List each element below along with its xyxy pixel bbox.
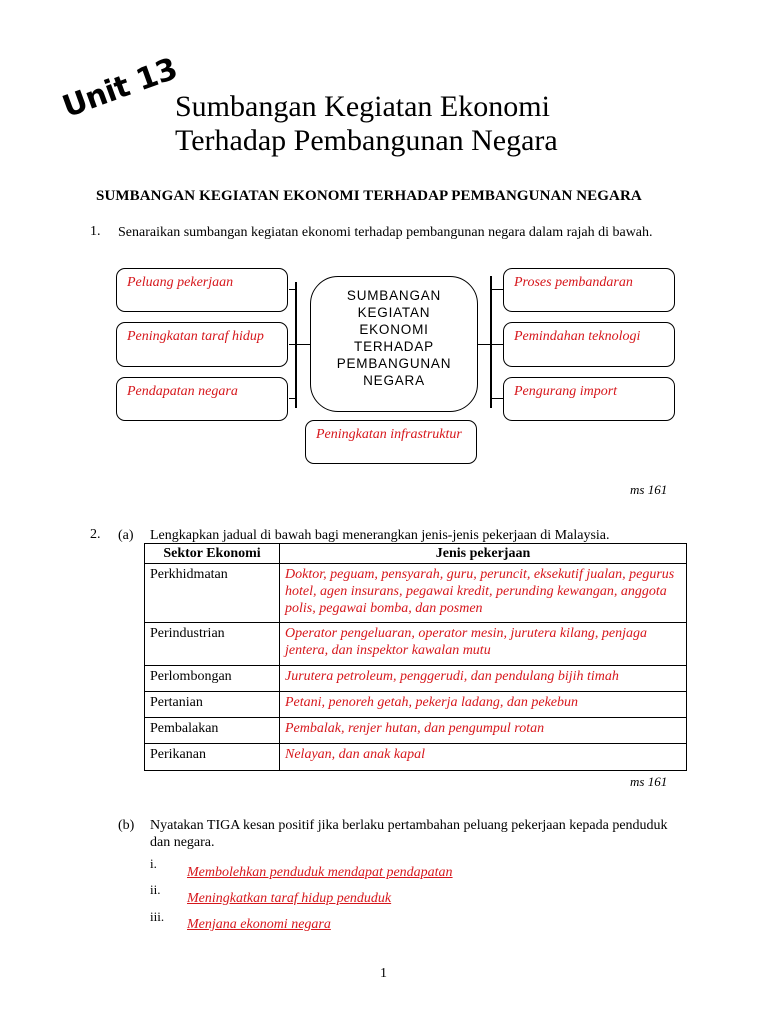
answer-number: i. [150,856,157,871]
page-title-line1: Sumbangan Kegiatan Ekonomi [175,90,550,123]
q2a-label: (a) [118,528,134,543]
connector-arrow [492,344,503,345]
answer-item: Membolehkan penduduk mendapat pendapatan [187,865,453,880]
sector-cell: Perindustrian [145,623,280,666]
table-row [145,744,687,771]
diagram-center-box [310,276,478,412]
q2b-text: Nyatakan TIGA kesan positif jika berlaku pertambahan peluang pekerjaan kepada penduduk dan negara. [150,818,668,850]
diagram-box-bottom: Peningkatan infrastruktur [305,420,477,464]
diagram-box-right-1: Proses pembandaran [503,268,675,312]
connector-arrow [492,289,503,290]
diagram-box-left-3: Pendapatan negara [116,377,288,421]
jobs-cell: Operator pengeluaran, operator mesin, jurutera kilang, penjaga jentera, dan inspektor kawalan mutu [280,623,687,666]
center-line: EKONOMI [359,322,429,337]
connector-center-left [297,344,310,345]
center-line: KEGIATAN [357,305,431,320]
table-row [145,718,687,744]
diagram-box-left-1: Peluang pekerjaan [116,268,288,312]
q1-number: 1. [90,224,101,239]
table-header-jobs: Jenis pekerjaan [280,544,687,564]
center-line: PEMBANGUNAN [336,356,452,371]
jobs-cell: Nelayan, dan anak kapal [280,744,687,771]
sector-cell: Perikanan [145,744,280,771]
diagram-box-right-3: Pengurang import [503,377,675,421]
jobs-cell: Jurutera petroleum, penggerudi, dan pendulang bijih timah [280,666,687,692]
q1-page-ref: ms 161 [630,482,668,497]
center-line: NEGARA [363,373,425,388]
answer-number: ii. [150,882,161,897]
q2b-label: (b) [118,818,135,833]
answer-number: iii. [150,909,165,924]
diagram-box-right-2: Pemindahan teknologi [503,322,675,367]
table-row [145,666,687,692]
table-row [145,692,687,718]
table-row [145,623,687,666]
connector-arrow [289,289,296,290]
q2a-page-ref: ms 161 [630,774,668,789]
sector-cell: Perlombongan [145,666,280,692]
jobs-cell: Pembalak, renjer hutan, dan pengumpul rotan [280,718,687,744]
page-number: 1 [380,966,387,981]
connector-arrow [492,398,503,399]
sector-cell: Pembalakan [145,718,280,744]
jobs-cell: Petani, penoreh getah, pekerja ladang, dan pekebun [280,692,687,718]
center-line: SUMBANGAN [346,288,442,303]
jobs-table [144,543,687,771]
table-header-sector: Sektor Ekonomi [145,544,280,564]
answer-item: Menjana ekonomi negara [187,917,331,932]
jobs-cell: Doktor, peguam, pensyarah, guru, peruncit, eksekutif jualan, pegurus hotel, agen insurans, pegawai kredit, perunding kewangan, anggota polis, pegawai bomba, dan posmen [280,564,687,623]
sector-cell: Perkhidmatan [145,564,280,623]
page-title-line2: Terhadap Pembangunan Negara [175,124,558,157]
diagram-box-left-2: Peningkatan taraf hidup [116,322,288,367]
answer-item: Meningkatkan taraf hidup penduduk [187,891,392,906]
table-row [145,564,687,623]
center-line: TERHADAP [354,339,434,354]
q2-number: 2. [90,527,101,542]
connector-arrow [289,398,296,399]
q1-text: Senaraikan sumbangan kegiatan ekonomi terhadap pembangunan negara dalam rajah di bawah. [118,225,653,240]
unit-badge: Unit 13 [58,51,182,125]
sector-cell: Pertanian [145,692,280,718]
table-header-row [145,544,687,564]
section-heading: SUMBANGAN KEGIATAN EKONOMI TERHADAP PEMBANGUNAN NEGARA [96,188,642,204]
connector-arrow [289,344,296,345]
connector-center-right [478,344,490,345]
connector-right-bar [490,276,492,408]
q2a-text: Lengkapkan jadual di bawah bagi menerangkan jenis-jenis pekerjaan di Malaysia. [150,528,610,543]
